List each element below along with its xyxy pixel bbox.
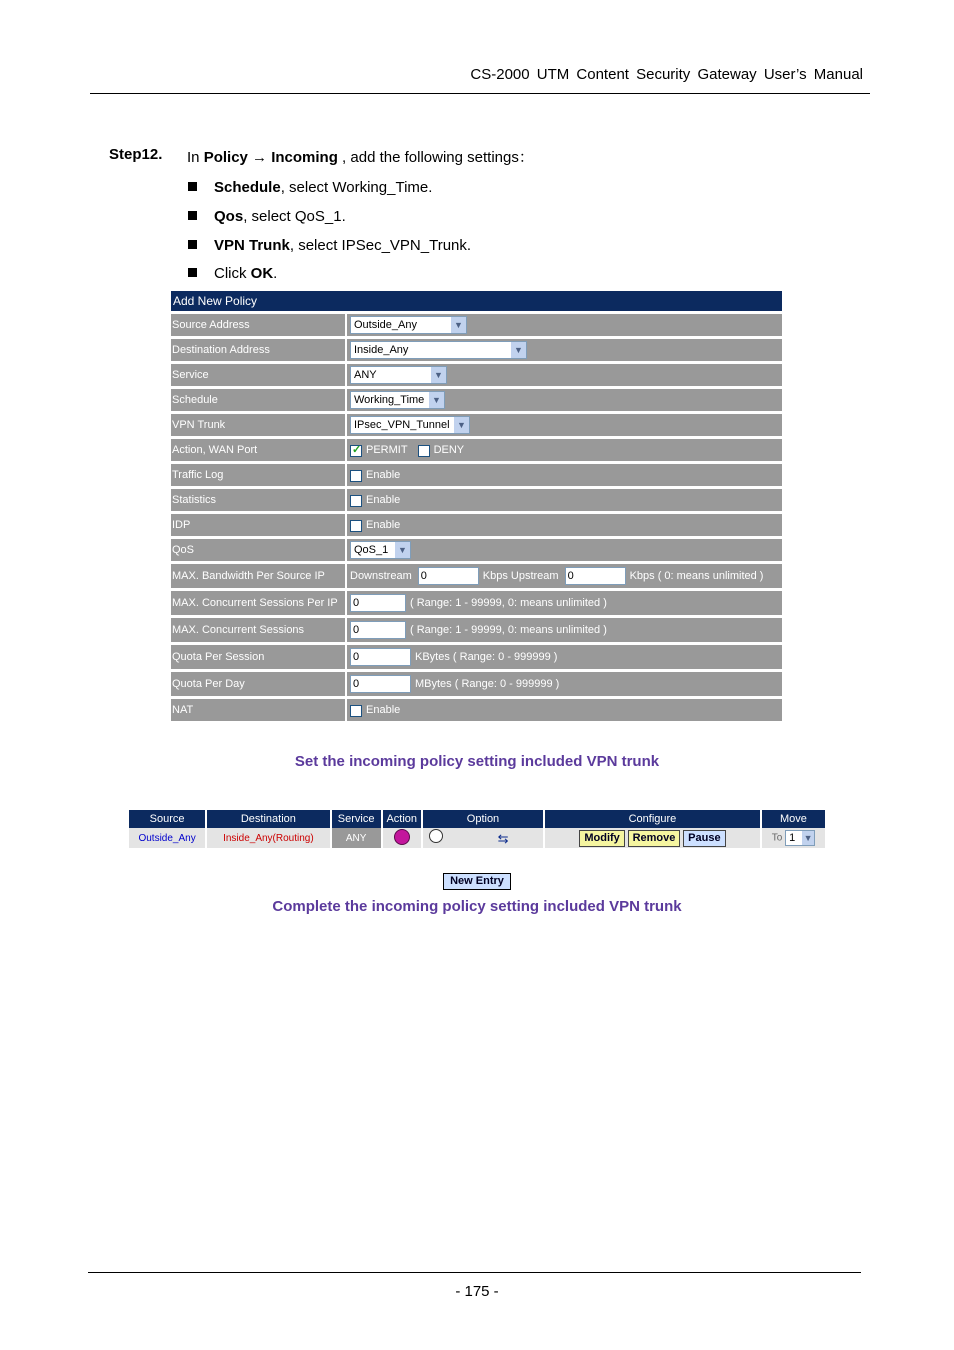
vpn-trunk-icon: ⇆ [497, 831, 509, 846]
chevron-down-icon: ▼ [454, 417, 469, 433]
intro-policy: Policy [203, 149, 248, 166]
bullet-square-icon [188, 268, 197, 277]
bullet-vpn-trunk: VPN Trunk, select IPSec_VPN_Trunk. [188, 237, 471, 254]
row-destination-address: Destination Address Inside_Any ▼ [171, 339, 782, 361]
row-max-sessions-per-ip: MAX. Concurrent Sessions Per IP 0 ( Range: 1 - 99999, 0: means unlimited ) [171, 591, 782, 615]
intro-arrow: → [247, 149, 272, 166]
policy-table-header [129, 810, 825, 828]
qos-select[interactable]: QoS_1 ▼ [350, 541, 411, 559]
header-destination: Destination [207, 810, 329, 828]
add-new-policy-form [171, 291, 782, 721]
max-sessions-input[interactable]: 0 [350, 621, 406, 639]
row-statistics: Statistics Enable [171, 489, 782, 511]
row-vpn-trunk: VPN Trunk IPsec_VPN_Tunnel ▼ [171, 414, 782, 436]
cell-source: Outside_Any [129, 828, 205, 848]
header-move: Move [762, 810, 825, 828]
move-select[interactable]: 1 ▼ [785, 830, 815, 846]
pause-button[interactable]: Pause [683, 830, 725, 847]
header-option: Option [423, 810, 543, 828]
row-action: Action, WAN Port ✓ PERMIT DENY [171, 439, 782, 461]
chevron-down-icon: ▼ [451, 317, 466, 333]
row-schedule: Schedule Working_Time ▼ [171, 389, 782, 411]
modify-button[interactable]: Modify [579, 830, 624, 847]
header-source: Source [129, 810, 205, 828]
service-select[interactable]: ANY ▼ [350, 366, 447, 384]
intro-incoming: Incoming [271, 149, 338, 166]
page-number: - 175 - [455, 1283, 499, 1300]
caption-complete-policy: Complete the incoming policy setting included VPN trunk [272, 898, 682, 915]
new-entry-button[interactable]: New Entry [443, 873, 511, 890]
document-header: CS-2000 UTM Content Security Gateway User’s Manual [470, 66, 863, 83]
source-address-select[interactable]: Outside_Any ▼ [350, 316, 467, 334]
chevron-down-icon: ▼ [431, 367, 446, 383]
schedule-clock-icon [429, 829, 443, 843]
cell-option [423, 828, 543, 848]
bullet-square-icon [188, 211, 197, 220]
idp-checkbox[interactable] [350, 520, 362, 532]
cell-action [383, 828, 421, 848]
schedule-select[interactable]: Working_Time ▼ [350, 391, 445, 409]
nat-checkbox[interactable] [350, 705, 362, 717]
destination-address-select[interactable]: Inside_Any ▼ [350, 341, 527, 359]
policy-table [127, 810, 827, 848]
bullet-schedule: Schedule, select Working_Time. [188, 179, 432, 196]
remove-button[interactable]: Remove [628, 830, 681, 847]
statistics-checkbox[interactable] [350, 495, 362, 507]
form-title: Add New Policy [171, 291, 782, 311]
downstream-input[interactable]: 0 [418, 567, 479, 585]
step-label: Step12. [109, 146, 163, 163]
row-nat: NAT Enable [171, 699, 782, 721]
row-qos: QoS QoS_1 ▼ [171, 539, 782, 561]
row-service: Service ANY ▼ [171, 364, 782, 386]
table-row [129, 828, 825, 848]
header-service: Service [332, 810, 381, 828]
quota-per-day-input[interactable]: 0 [350, 675, 411, 693]
cell-configure [545, 828, 760, 848]
cell-service: ANY [332, 828, 381, 848]
bullet-qos: Qos, select QoS_1. [188, 208, 346, 225]
header-configure: Configure [545, 810, 760, 828]
chevron-down-icon: ▼ [395, 542, 410, 558]
row-max-sessions: MAX. Concurrent Sessions 0 ( Range: 1 - 99999, 0: means unlimited ) [171, 618, 782, 642]
header-rule [90, 93, 870, 94]
quota-per-session-input[interactable]: 0 [350, 648, 411, 666]
chevron-down-icon: ▼ [429, 392, 444, 408]
cell-destination: Inside_Any(Routing) [207, 828, 329, 848]
step-intro: In Policy → Incoming , add the following settings： [187, 149, 534, 166]
deny-checkbox[interactable] [418, 445, 430, 457]
vpn-trunk-select[interactable]: IPsec_VPN_Tunnel ▼ [350, 416, 470, 434]
bullet-click-ok: Click OK. [188, 265, 277, 282]
row-idp: IDP Enable [171, 514, 782, 536]
traffic-log-checkbox[interactable] [350, 470, 362, 482]
upstream-input[interactable]: 0 [565, 567, 626, 585]
footer-rule [88, 1272, 861, 1273]
bullet-square-icon [188, 240, 197, 249]
row-quota-per-day: Quota Per Day 0 MBytes ( Range: 0 - 999999 ) [171, 672, 782, 696]
row-source-address: Source Address Outside_Any ▼ [171, 314, 782, 336]
bullet-square-icon [188, 182, 197, 191]
row-traffic-log: Traffic Log Enable [171, 464, 782, 486]
row-max-bandwidth: MAX. Bandwidth Per Source IP Downstream 0 Kbps Upstream 0 Kbps ( 0: means unlimited ) [171, 564, 782, 588]
permit-icon [394, 829, 410, 845]
header-action: Action [383, 810, 421, 828]
max-sessions-per-ip-input[interactable]: 0 [350, 594, 406, 612]
caption-set-policy: Set the incoming policy setting included VPN trunk [294, 753, 660, 770]
row-quota-per-session: Quota Per Session 0 KBytes ( Range: 0 - 999999 ) [171, 645, 782, 669]
chevron-down-icon: ▼ [803, 833, 813, 843]
cell-move: To 1 ▼ [762, 828, 825, 848]
permit-checkbox[interactable] [350, 445, 362, 457]
chevron-down-icon: ▼ [511, 342, 526, 358]
